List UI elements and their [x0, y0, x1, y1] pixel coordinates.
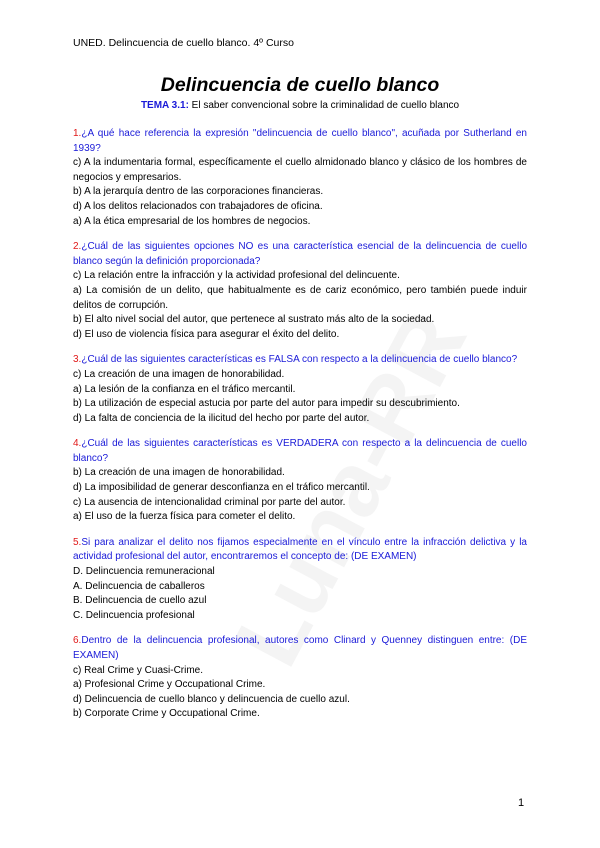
answer-option: b) La creación de una imagen de honorabilidad. [73, 467, 285, 479]
question-body: ¿Cuál de las siguientes características es FALSA con respecto a la delincuencia de cuello blanco? [81, 354, 518, 366]
answer-option: b) El alto nivel social del autor, que pertenece al sustrato más alto de la sociedad. [73, 314, 435, 326]
answer-option: d) A los delitos relacionados con trabajadores de oficina. [73, 200, 323, 212]
subtitle-topic-label: TEMA 3.1: [140, 100, 189, 111]
question-body: ¿A qué hace referencia la expresión "delincuencia de cuello blanco", acuñada por Sutherland en 1939? [73, 128, 527, 154]
question-body: ¿Cuál de las siguientes características es VERDADERA con respecto a la delincuencia de cuello blanco? [73, 438, 527, 464]
question-body: Dentro de la delincuencia profesional, autores como Clinard y Quenney distinguen entre: (DE EXAMEN) [73, 635, 527, 661]
answer-option: a) A la ética empresarial de los hombres de negocios. [73, 215, 311, 227]
answer-option: c) La ausencia de intencionalidad criminal por parte del autor. [73, 496, 346, 508]
question-number: 4. [73, 438, 82, 450]
answer-option: C. Delincuencia profesional [73, 609, 195, 621]
document-subtitle [0, 100, 600, 111]
page-header: UNED. Delincuencia de cuello blanco. 4º Curso [73, 37, 294, 49]
answer-option: c) La relación entre la infracción y la actividad profesional del delincuente. [73, 270, 400, 282]
question-block [73, 353, 527, 426]
question-block [73, 536, 527, 624]
question-text [73, 353, 527, 368]
answer-option: a) La comisión de un delito, que habitualmente es de cariz económico, pero también puede induir delitos de corrupción. [73, 284, 527, 311]
answer-option: b) Corporate Crime y Occupational Crime. [73, 708, 260, 720]
answer-option: d) La falta de conciencia de la ilicitud del hecho por parte del autor. [73, 412, 370, 424]
answer-option: a) Profesional Crime y Occupational Crime. [73, 679, 266, 691]
question-body: ¿Cuál de las siguientes opciones NO es una característica esencial de la delincuencia de cuello blanco según la definición proporcionada? [73, 241, 527, 267]
question-text [73, 536, 527, 565]
subtitle-text: El saber convencional sobre la criminalidad de cuello blanco [188, 100, 460, 111]
answer-option: c) La creación de una imagen de honorabilidad. [73, 368, 285, 380]
answer-option: D. Delincuencia remuneracional [73, 566, 215, 578]
question-block [73, 240, 527, 342]
question-text [73, 127, 527, 156]
question-number: 3. [73, 354, 82, 366]
question-number: 5. [73, 536, 82, 548]
question-list [73, 127, 527, 733]
document-title: Delincuencia de cuello blanco [160, 74, 440, 96]
question-text [73, 634, 527, 663]
answer-option: d) El uso de violencia física para asegurar el éxito del delito. [73, 328, 340, 340]
question-text [73, 240, 527, 269]
question-body: Si para analizar el delito nos fijamos especialmente en el vínculo entre la infracción delictiva y la actividad profesional del autor, encontraremos el concepto de: (DE EXAMEN) [73, 536, 527, 563]
answer-option: c) Real Crime y Cuasi-Crime. [73, 664, 204, 676]
answer-option: A. Delincuencia de caballeros [73, 580, 205, 592]
question-block [73, 437, 527, 525]
question-text [73, 437, 527, 466]
question-number: 1. [73, 128, 82, 139]
page-number: 1 [518, 797, 525, 809]
answer-option: d) Delincuencia de cuello blanco y delincuencia de cuello azul. [73, 693, 350, 705]
answer-option: b) A la jerarquía dentro de las corporaciones financieras. [73, 186, 324, 198]
answer-option: c) A la indumentaria formal, específicamente el cuello almidonado blanco y clásico de los hombres de negocios y empresarios. [73, 157, 527, 183]
question-number: 6. [73, 635, 82, 647]
answer-option: B. Delincuencia de cuello azul [73, 595, 207, 607]
question-block [73, 634, 527, 722]
answer-option: a) La lesión de la confianza en el tráfico mercantil. [73, 383, 296, 395]
answer-option: d) La imposibilidad de generar desconfianza en el tráfico mercantil. [73, 482, 370, 494]
question-block [73, 127, 527, 229]
answer-option: b) La utilización de especial astucia por parte del autor para impedir su descubrimiento. [73, 398, 460, 410]
answer-option: a) El uso de la fuerza física para cometer el delito. [73, 511, 296, 523]
question-number: 2. [73, 241, 82, 253]
